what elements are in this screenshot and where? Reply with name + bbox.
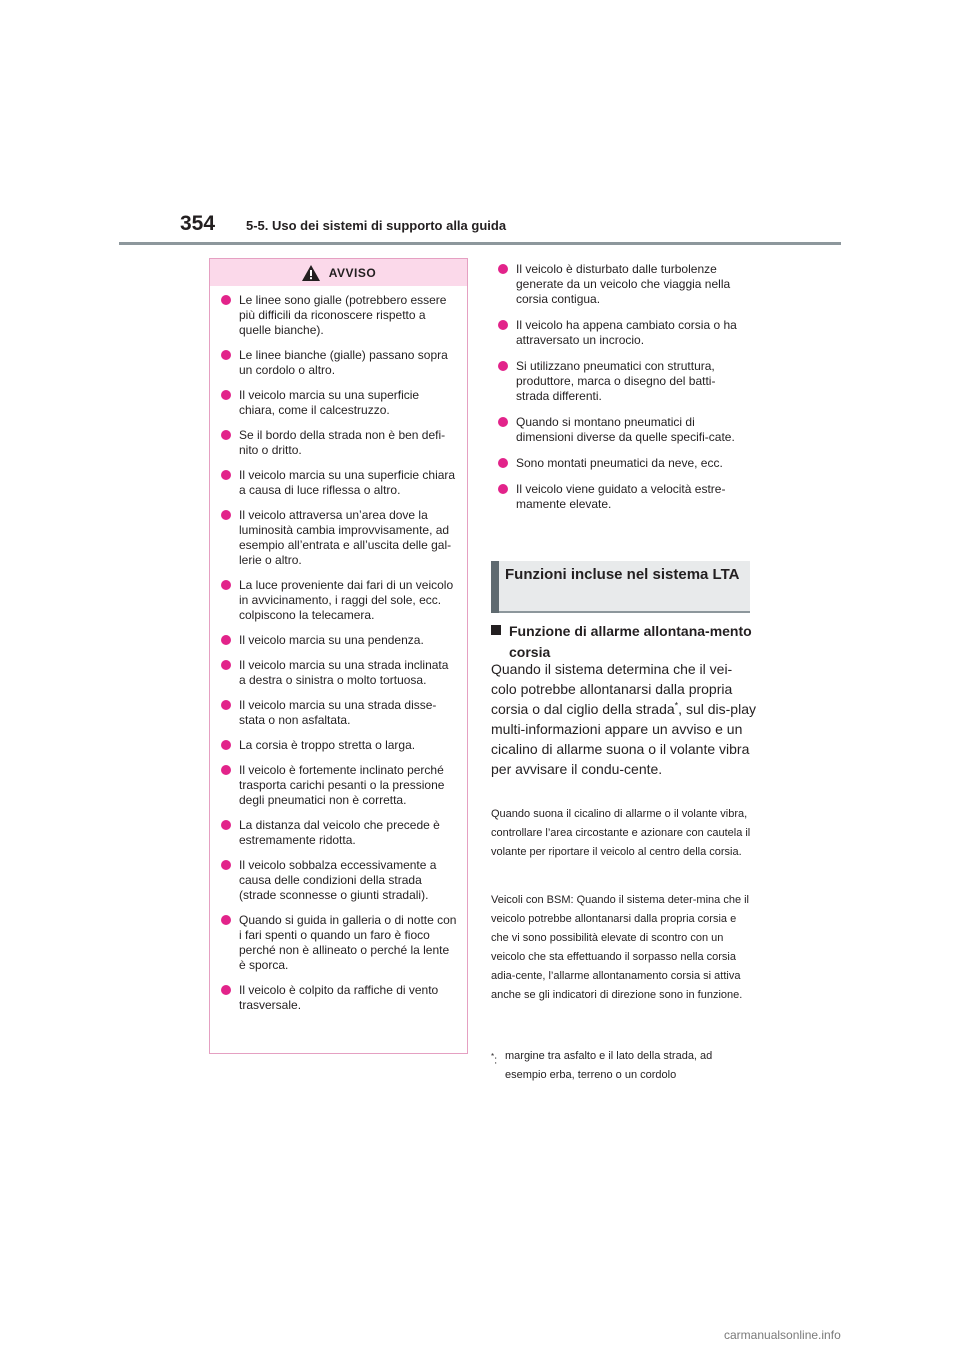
bullet-icon	[221, 660, 231, 670]
warning-item: La corsia è troppo stretta o larga.	[221, 738, 457, 753]
footnote-ref: *	[674, 700, 679, 711]
warning-item: Quando si guida in galleria o di notte con i fari spenti o quando un faro è fioco perché non è allineato o perché la lente è sporca.	[221, 913, 457, 973]
bullet-icon	[498, 361, 508, 371]
warning-list-continued	[498, 262, 743, 512]
bullet-icon	[221, 740, 231, 750]
alarm-instructions: Quando suona il cicalino di allarme o il volante vibra, controllare l’area circostante e azionare con cautela il volante per riportare il veicolo al centro della corsia.	[491, 808, 751, 858]
square-bullet-icon	[491, 625, 501, 635]
warning-item: Si utilizzano pneumatici con struttura, produttore, marca o disegno del batti-strada differenti.	[498, 359, 743, 404]
warning-item: Il veicolo viene guidato a velocità estre-mamente elevate.	[498, 482, 743, 512]
warning-item: Il veicolo attraversa un’area dove la luminosità cambia improvvisamente, ad esempio all’entrata e all’uscita delle gal-lerie o altro.	[221, 508, 457, 568]
warning-item: Il veicolo è disturbato dalle turbolenze generate da un veicolo che viaggia nella corsia contigua.	[498, 262, 743, 307]
bullet-icon	[221, 860, 231, 870]
warning-header	[210, 259, 467, 286]
bullet-icon	[498, 320, 508, 330]
bullet-icon	[221, 470, 231, 480]
warning-item: Sono montati pneumatici da neve, ecc.	[498, 456, 743, 471]
functions-heading-title: Funzioni incluse nel sistema LTA	[505, 566, 740, 583]
lane-departure-subheading: Funzione di allarme allontana-mento corsia	[491, 621, 756, 663]
bullet-icon	[221, 700, 231, 710]
warning-item: La distanza dal veicolo che precede è estremamente ridotta.	[221, 818, 457, 848]
warning-item: Il veicolo sobbalza eccessivamente a causa delle condizioni della strada (strade sconnesse o giunti stradali).	[221, 858, 457, 903]
bullet-icon	[221, 430, 231, 440]
bullet-icon	[498, 458, 508, 468]
bullet-icon	[498, 417, 508, 427]
warning-item: Le linee bianche (gialle) passano sopra un cordolo o altro.	[221, 348, 457, 378]
header-rule	[119, 242, 841, 245]
warning-title: AVVISO	[328, 265, 377, 280]
bullet-icon	[221, 350, 231, 360]
section-title: 5-5. Uso dei sistemi di supporto alla guida	[246, 218, 507, 233]
bullet-icon	[221, 820, 231, 830]
functions-heading	[491, 561, 750, 613]
warning-item: Le linee sono gialle (potrebbero essere più difficili da riconoscere rispetto a quelle bianche).	[221, 293, 457, 338]
bullet-icon	[221, 295, 231, 305]
bullet-icon	[221, 635, 231, 645]
warning-list	[210, 286, 467, 1013]
footnote: *: margine tra asfalto e il lato della strada, ad esempio erba, terreno o un cordolo	[491, 1050, 713, 1081]
heading-accent-bar	[491, 561, 499, 613]
bsm-note: Veicoli con BSM: Quando il sistema deter-mina che il veicolo potrebbe allontanarsi dalla propria corsia e che vi sono possibilità elevate di scontro con un veicolo che sta effettuando il sorpasso nella corsia adia-cente, l’allarme allontanamento corsia si attiva anche se gli indicatori di direzione sono in funzione.	[491, 894, 750, 1001]
bullet-icon	[498, 484, 508, 494]
warning-item: La luce proveniente dai fari di un veicolo in avvicinamento, i raggi del sole, ecc. colpiscono la telecamera.	[221, 578, 457, 623]
bullet-icon	[221, 985, 231, 995]
warning-triangle-icon	[301, 264, 321, 282]
page-number: 354	[180, 212, 216, 235]
warning-item: Il veicolo marcia su una superficie chiara a causa di luce riflessa o altro.	[221, 468, 457, 498]
bullet-icon	[221, 510, 231, 520]
bullet-icon	[221, 580, 231, 590]
warning-item: Il veicolo ha appena cambiato corsia o ha attraversato un incrocio.	[498, 318, 743, 348]
warning-continued	[498, 262, 743, 523]
bullet-icon	[498, 264, 508, 274]
bullet-icon	[221, 915, 231, 925]
warning-item: Se il bordo della strada non è ben defi-nito o dritto.	[221, 428, 457, 458]
warning-item: Quando si montano pneumatici di dimensioni diverse da quelle specifi-cate.	[498, 415, 743, 445]
warning-item: Il veicolo marcia su una strada disse-stata o non asfaltata.	[221, 698, 457, 728]
watermark: carmanualsonline.info	[724, 1328, 841, 1342]
lane-departure-description: Quando il sistema determina che il vei-colo potrebbe allontanarsi dalla propria corsia o dal ciglio della strada*, sul dis-play multi-informazioni appare un avviso e un cicalino di allarme suona o il volante vibra per avvisare il condu-cente.	[491, 661, 756, 777]
warning-item: Il veicolo marcia su una strada inclinata a destra o sinistra o molto tortuosa.	[221, 658, 457, 688]
warning-item: Il veicolo marcia su una superficie chiara, come il calcestruzzo.	[221, 388, 457, 418]
warning-item: Il veicolo marcia su una pendenza.	[221, 633, 457, 648]
warning-item: Il veicolo è fortemente inclinato perché trasporta carichi pesanti o la pressione degli pneumatici non è corretta.	[221, 763, 457, 808]
warning-item: Il veicolo è colpito da raffiche di vento trasversale.	[221, 983, 457, 1013]
bullet-icon	[221, 390, 231, 400]
bullet-icon	[221, 765, 231, 775]
warning-box	[209, 258, 468, 1054]
